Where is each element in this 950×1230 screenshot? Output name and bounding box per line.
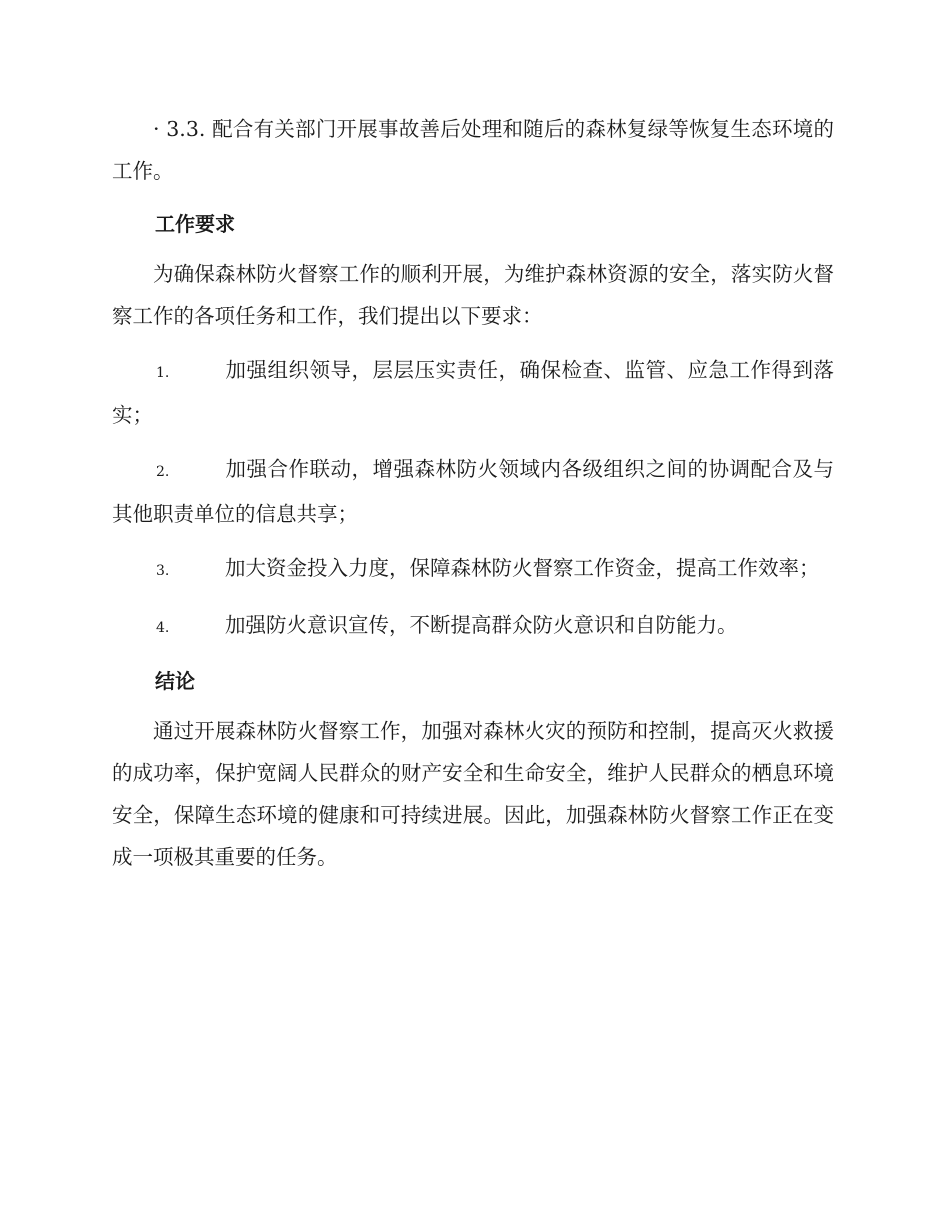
requirement-number: 2. — [156, 464, 170, 480]
requirement-item — [112, 547, 834, 592]
requirement-text: 加强防火意识宣传，不断提高群众防火意识和自防能力。 — [225, 613, 738, 637]
document-page — [112, 108, 834, 878]
requirements-intro-paragraph: 为确保森林防火督察工作的顺利开展，为维护森林资源的安全，落实防火督察工作的各项任务和工作，我们提出以下要求： — [112, 262, 834, 328]
requirement-text: 加强组织领导，层层压实责任，确保检查、监管、应急工作得到落实； — [112, 358, 834, 427]
requirement-number: 3. — [156, 563, 170, 579]
intro-item-paragraph: · 3.3. 配合有关部门开展事故善后处理和随后的森林复绿等恢复生态环境的工作。 — [112, 117, 834, 183]
requirement-text: 加强合作联动，增强森林防火领域内各级组织之间的协调配合及与其他职责单位的信息共享； — [112, 457, 834, 526]
requirement-item — [112, 604, 834, 649]
requirement-item — [112, 448, 834, 535]
section-heading-requirements: 工作要求 — [155, 212, 235, 236]
section-heading-conclusion: 结论 — [155, 669, 195, 693]
requirement-number: 4. — [156, 620, 170, 636]
requirement-item — [112, 349, 834, 436]
requirement-number: 1. — [156, 365, 170, 381]
requirement-text: 加大资金投入力度，保障森林防火督察工作资金，提高工作效率； — [225, 556, 820, 580]
conclusion-paragraph: 通过开展森林防火督察工作，加强对森林火灾的预防和控制，提高灭火救援的成功率，保护宽阔人民群众的财产安全和生命安全，维护人民群众的栖息环境安全，保障生态环境的健康和可持续进展。因此，加强森林防火督察工作正在变成一项极其重要的任务。 — [112, 719, 834, 869]
